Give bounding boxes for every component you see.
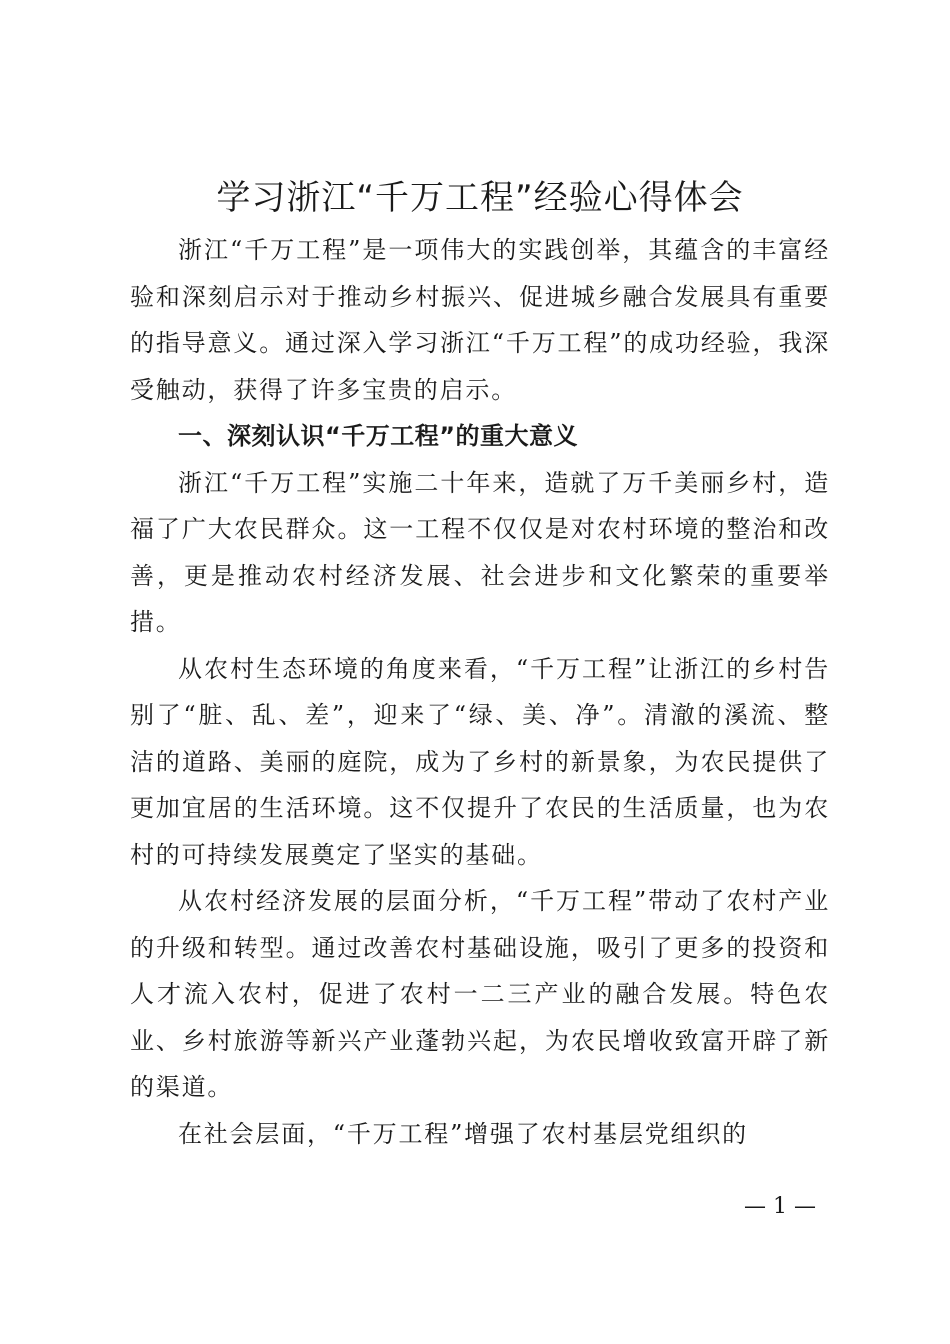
paragraph-significance: 浙江“千万工程”实施二十年来，造就了万千美丽乡村，造福了广大农民群众。这一工程不仅仅是对农村环境的整治和改善，更是推动农村经济发展、社会进步和文化繁荣的重要举措。 <box>130 468 830 636</box>
document-title: 学习浙江“千万工程”经验心得体会 <box>216 178 744 218</box>
document-body <box>130 227 830 1157</box>
paragraph-ecology: 从农村生态环境的角度来看，“千万工程”让浙江的乡村告别了“脏、乱、差”，迎来了“绿、美、净”。清澈的溪流、整洁的道路、美丽的庭院，成为了乡村的新景象，为农民提供了更加宜居的生活环境。这不仅提升了农民的生活质量，也为农村的可持续发展奠定了坚实的基础。 <box>130 654 830 869</box>
paragraph-society: 在社会层面，“千万工程”增强了农村基层党组织的 <box>178 1119 748 1148</box>
paragraph-economy: 从农村经济发展的层面分析，“千万工程”带动了农村产业的升级和转型。通过改善农村基础设施，吸引了更多的投资和人才流入农村，促进了农村一二三产业的融合发展。特色农业、乡村旅游等新兴产业蓬勃兴起，为农民增收致富开辟了新的渠道。 <box>130 887 830 1101</box>
paragraph-intro: 浙江“千万工程”是一项伟大的实践创举，其蕴含的丰富经验和深刻启示对于推动乡村振兴、促进城乡融合发展具有重要的指导意义。通过深入学习浙江“千万工程”的成功经验，我深受触动，获得了许多宝贵的启示。 <box>130 236 830 404</box>
page-number: — 1 — <box>744 1194 816 1219</box>
section-heading-1: 一、深刻认识“千万工程”的重大意义 <box>178 422 579 450</box>
